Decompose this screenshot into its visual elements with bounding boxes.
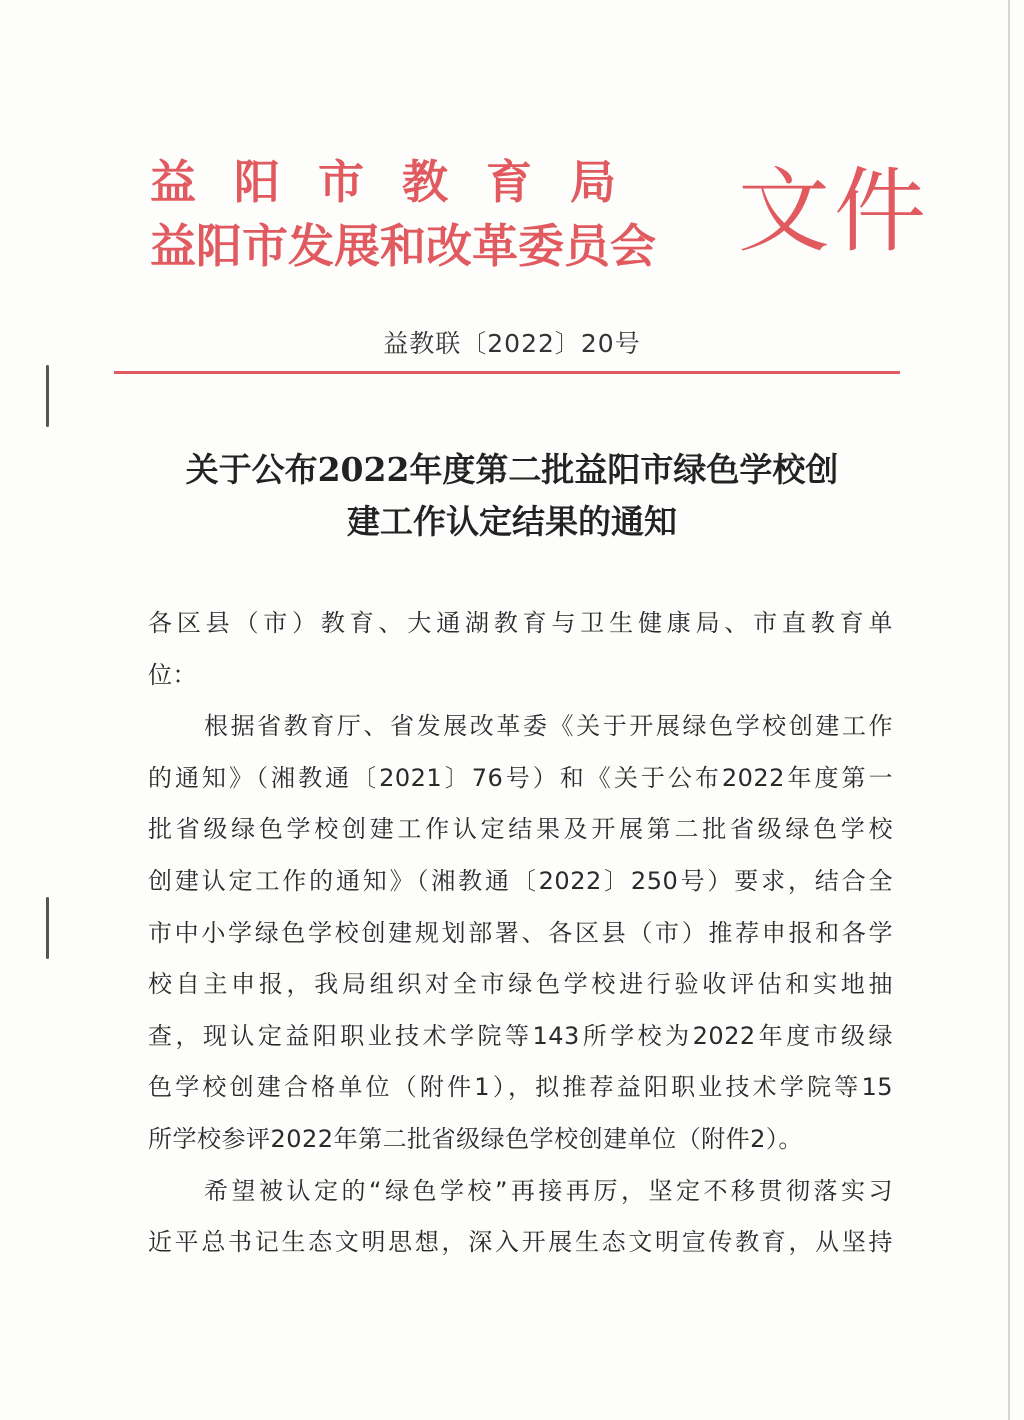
binding-mark (46, 897, 49, 959)
document-number: 益教联〔2022〕20号 (383, 329, 641, 358)
document-type-label: 文件 (738, 158, 931, 265)
body-line: 校自主申报，我局组织对全市绿色学校进行验收评估和实地抽 (148, 970, 893, 999)
body-line: 的通知》（湘教通〔2021〕76号）和《关于公布2022年度第一 (148, 763, 893, 792)
title-line-1: 关于公布2022年度第二批益阳市绿色学校创 (185, 450, 839, 489)
body-line: 希望被认定的“绿色学校”再接再厉，坚定不移贯彻落实习 (204, 1176, 893, 1205)
body-line: 创建认定工作的通知》（湘教通〔2022〕250号）要求，结合全 (148, 866, 893, 895)
binding-mark (46, 365, 49, 427)
body-line: 查，现认定益阳职业技术学院等143所学校为2022年度市级绿 (148, 1021, 893, 1050)
page-edge (1008, 0, 1010, 1420)
issuer-education-bureau: 益阳市教育局 (150, 155, 654, 209)
title-line-2: 建工作认定结果的通知 (347, 502, 677, 541)
body-line: 批省级绿色学校创建工作认定结果及开展第二批省级绿色学校 (148, 815, 893, 844)
body-line: 近平总书记生态文明思想，深入开展生态文明宣传教育，从坚持 (148, 1228, 893, 1257)
body-line: 色学校创建合格单位（附件1），拟推荐益阳职业技术学院等15 (148, 1073, 893, 1102)
notice-title (110, 444, 914, 548)
body-line-salutation-end: 位： (148, 660, 197, 689)
body-line: 所学校参评2022年第二批省级绿色学校创建单位（附件2）。 (148, 1124, 803, 1153)
body-line-salutation: 各区县（市）教育、大通湖教育与卫生健康局、市直教育单 (148, 609, 893, 637)
issuer-development-reform-commission: 益阳市发展和改革委员会 (150, 219, 656, 273)
body-line: 市中小学绿色学校创建规划部署、各区县（市）推荐申报和各学 (148, 918, 893, 947)
notice-body (148, 598, 893, 1269)
red-header-rule (114, 371, 900, 374)
issuing-authorities (150, 150, 656, 278)
body-line: 根据省教育厅、省发展改革委《关于开展绿色学校创建工作 (204, 712, 893, 741)
